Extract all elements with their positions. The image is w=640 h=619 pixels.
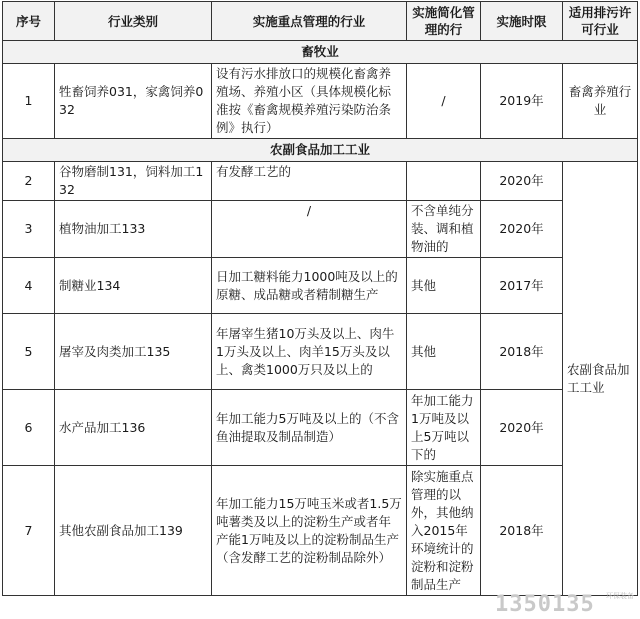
row-deadline: 2018年 — [481, 314, 563, 390]
section-title: 农副食品加工工业 — [3, 139, 638, 162]
row-category: 植物油加工133 — [55, 201, 212, 258]
row-key-management: / — [212, 201, 407, 258]
header-serial: 序号 — [3, 2, 55, 41]
row-key-management: 年屠宰生猪10万头及以上、肉牛1万头及以上、肉羊15万头及以上、禽类1000万只及以上的 — [212, 314, 407, 390]
header-simplified-management: 实施简化管理的行 — [407, 2, 481, 41]
row-category: 牲畜饲养031，家禽饲养032 — [55, 64, 212, 139]
table-row — [3, 64, 638, 139]
table-header-row — [3, 2, 638, 41]
row-serial: 4 — [3, 258, 55, 314]
table-row — [3, 314, 638, 390]
row-deadline: 2020年 — [481, 201, 563, 258]
row-applicable-industry: 畜禽养殖行业 — [563, 64, 638, 139]
row-key-management: 有发酵工艺的 — [212, 162, 407, 201]
section-row-agri-food — [3, 139, 638, 162]
row-serial: 7 — [3, 466, 55, 596]
row-simplified-management: / — [407, 64, 481, 139]
row-simplified-management — [407, 162, 481, 201]
header-key-management: 实施重点管理的行业 — [212, 2, 407, 41]
row-category: 屠宰及肉类加工135 — [55, 314, 212, 390]
site-watermark-caption: 环保装备 — [606, 592, 634, 600]
row-key-management: 年加工能力5万吨及以上的（不含鱼油提取及制品制造） — [212, 390, 407, 466]
row-serial: 1 — [3, 64, 55, 139]
row-simplified-management: 不含单纯分装、调和植物油的 — [407, 201, 481, 258]
row-deadline: 2019年 — [481, 64, 563, 139]
header-deadline: 实施时限 — [481, 2, 563, 41]
section-title: 畜牧业 — [3, 41, 638, 64]
table-row — [3, 466, 638, 596]
row-category: 制糖业134 — [55, 258, 212, 314]
merged-applicable-industry: 农副食品加工工业 — [563, 162, 638, 596]
row-serial: 5 — [3, 314, 55, 390]
section-row-livestock — [3, 41, 638, 64]
row-simplified-management: 年加工能力1万吨及以上5万吨以下的 — [407, 390, 481, 466]
row-key-management: 日加工糖料能力1000吨及以上的原糖、成品糖或者精制糖生产 — [212, 258, 407, 314]
row-category: 其他农副食品加工139 — [55, 466, 212, 596]
row-simplified-management: 其他 — [407, 258, 481, 314]
header-category: 行业类别 — [55, 2, 212, 41]
table-row — [3, 162, 638, 201]
header-applicable-industry: 适用排污许可行业 — [563, 2, 638, 41]
row-serial: 3 — [3, 201, 55, 258]
site-watermark: 1350135 — [495, 592, 595, 617]
row-category: 水产品加工136 — [55, 390, 212, 466]
permit-management-table — [2, 1, 638, 596]
row-category: 谷物磨制131，饲料加工132 — [55, 162, 212, 201]
row-deadline: 2020年 — [481, 390, 563, 466]
row-deadline: 2017年 — [481, 258, 563, 314]
table-row — [3, 258, 638, 314]
row-key-management: 年加工能力15万吨玉米或者1.5万吨薯类及以上的淀粉生产或者年产能1万吨及以上的淀粉制品生产（含发酵工艺的淀粉制品除外） — [212, 466, 407, 596]
row-simplified-management: 除实施重点管理的以外，其他纳入2015年环境统计的淀粉和淀粉制品生产 — [407, 466, 481, 596]
table-row — [3, 390, 638, 466]
row-serial: 6 — [3, 390, 55, 466]
row-deadline: 2020年 — [481, 162, 563, 201]
table-row — [3, 201, 638, 258]
row-key-management: 设有污水排放口的规模化畜禽养殖场、养殖小区（具体规模化标准按《畜禽规模养殖污染防治条例》执行） — [212, 64, 407, 139]
row-serial: 2 — [3, 162, 55, 201]
row-deadline: 2018年 — [481, 466, 563, 596]
row-simplified-management: 其他 — [407, 314, 481, 390]
